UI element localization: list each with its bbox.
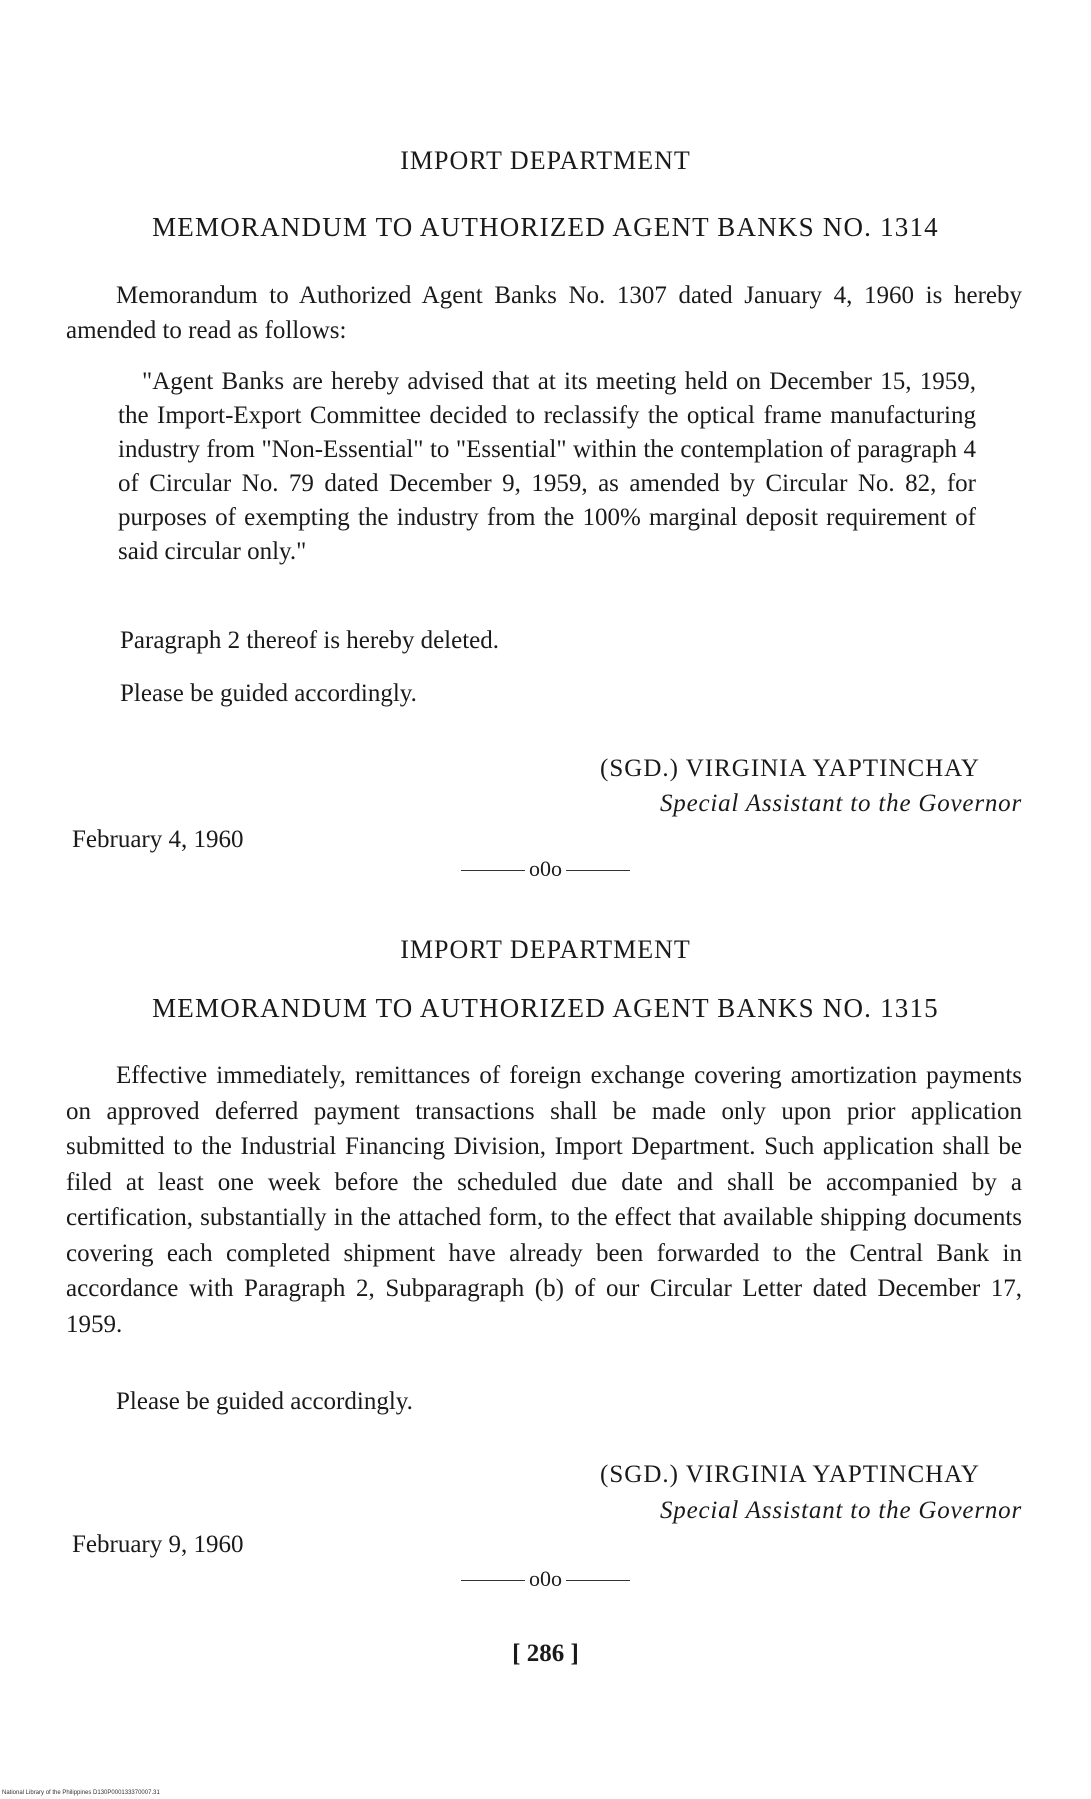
memo1-signature: (SGD.) VIRGINIA YAPTINCHAY [600, 755, 980, 782]
memo1-closing-text: Please be guided accordingly. [120, 680, 417, 707]
memo2-closing-text: Please be guided accordingly. [116, 1388, 413, 1415]
separator-2 [0, 1566, 1091, 1592]
page-number: [ 286 ] [512, 1640, 579, 1667]
memo2-signer-title: Special Assistant to the Governor [659, 1497, 1022, 1524]
memo1-intro-text: Memorandum to Authorized Agent Banks No. 1307 dated January 4, 1960 is hereby amended to read as follows: [66, 282, 1022, 344]
memo2-department-heading: IMPORT DEPARTMENT [400, 935, 691, 964]
separator-2-left-rule [461, 1580, 525, 1581]
separator-2-ornament: o0o [529, 1566, 562, 1591]
memo2-date: February 9, 1960 [72, 1531, 244, 1558]
memo2-closing [116, 1384, 976, 1419]
memo2-signature: (SGD.) VIRGINIA YAPTINCHAY [600, 1461, 980, 1488]
memo2-body-paragraph [66, 1058, 1022, 1342]
separator-1-right-rule [566, 870, 630, 871]
memo1-title: MEMORANDUM TO AUTHORIZED AGENT BANKS NO. 1314 [152, 212, 939, 242]
memo1-date: February 4, 1960 [72, 826, 244, 853]
memo2-title: MEMORANDUM TO AUTHORIZED AGENT BANKS NO. 1315 [152, 993, 939, 1023]
separator-1-left-rule [461, 870, 525, 871]
separator-1-ornament: o0o [529, 856, 562, 881]
memo1-intro-paragraph [66, 278, 1022, 348]
memo1-department-heading: IMPORT DEPARTMENT [400, 146, 691, 175]
memo1-signer-title: Special Assistant to the Governor [659, 790, 1022, 817]
footer-attribution: National Library of the Philippines D130P000133370007.31 [2, 1790, 160, 1796]
memo1-quote-text: "Agent Banks are hereby advised that at its meeting held on December 15, 1959, the Import-Export Committee decided to reclassify the optical frame manufacturing industry from "Non-Essential" to "Essential" within the contemplation of paragraph 4 of Circular No. 79 dated December 9, 1959, as amended by Circular No. 82, for purposes of exempting the industry from the 100% marginal deposit requirement of said circular only." [118, 368, 976, 565]
memo1-paragraph2 [120, 623, 980, 658]
memo1-closing [120, 676, 980, 711]
memo2-body-text: Effective immediately, remittances of foreign exchange covering amortization payments on approved deferred payment transactions shall be made only upon prior application submitted to the Industrial Financing Division, Import Department. Such application shall be filed at least one week before the scheduled due date and shall be accompanied by a certification, substantially in the attached form, to the effect that available shipping documents covering each completed shipment have already been forwarded to the Central Bank in accordance with Paragraph 2, Subparagraph (b) of our Circular Letter dated December 17, 1959. [66, 1062, 1022, 1338]
separator-2-right-rule [566, 1580, 630, 1581]
memo1-quote-paragraph [118, 365, 976, 569]
separator-1 [0, 856, 1091, 882]
memo1-paragraph2-text: Paragraph 2 thereof is hereby deleted. [120, 627, 500, 654]
